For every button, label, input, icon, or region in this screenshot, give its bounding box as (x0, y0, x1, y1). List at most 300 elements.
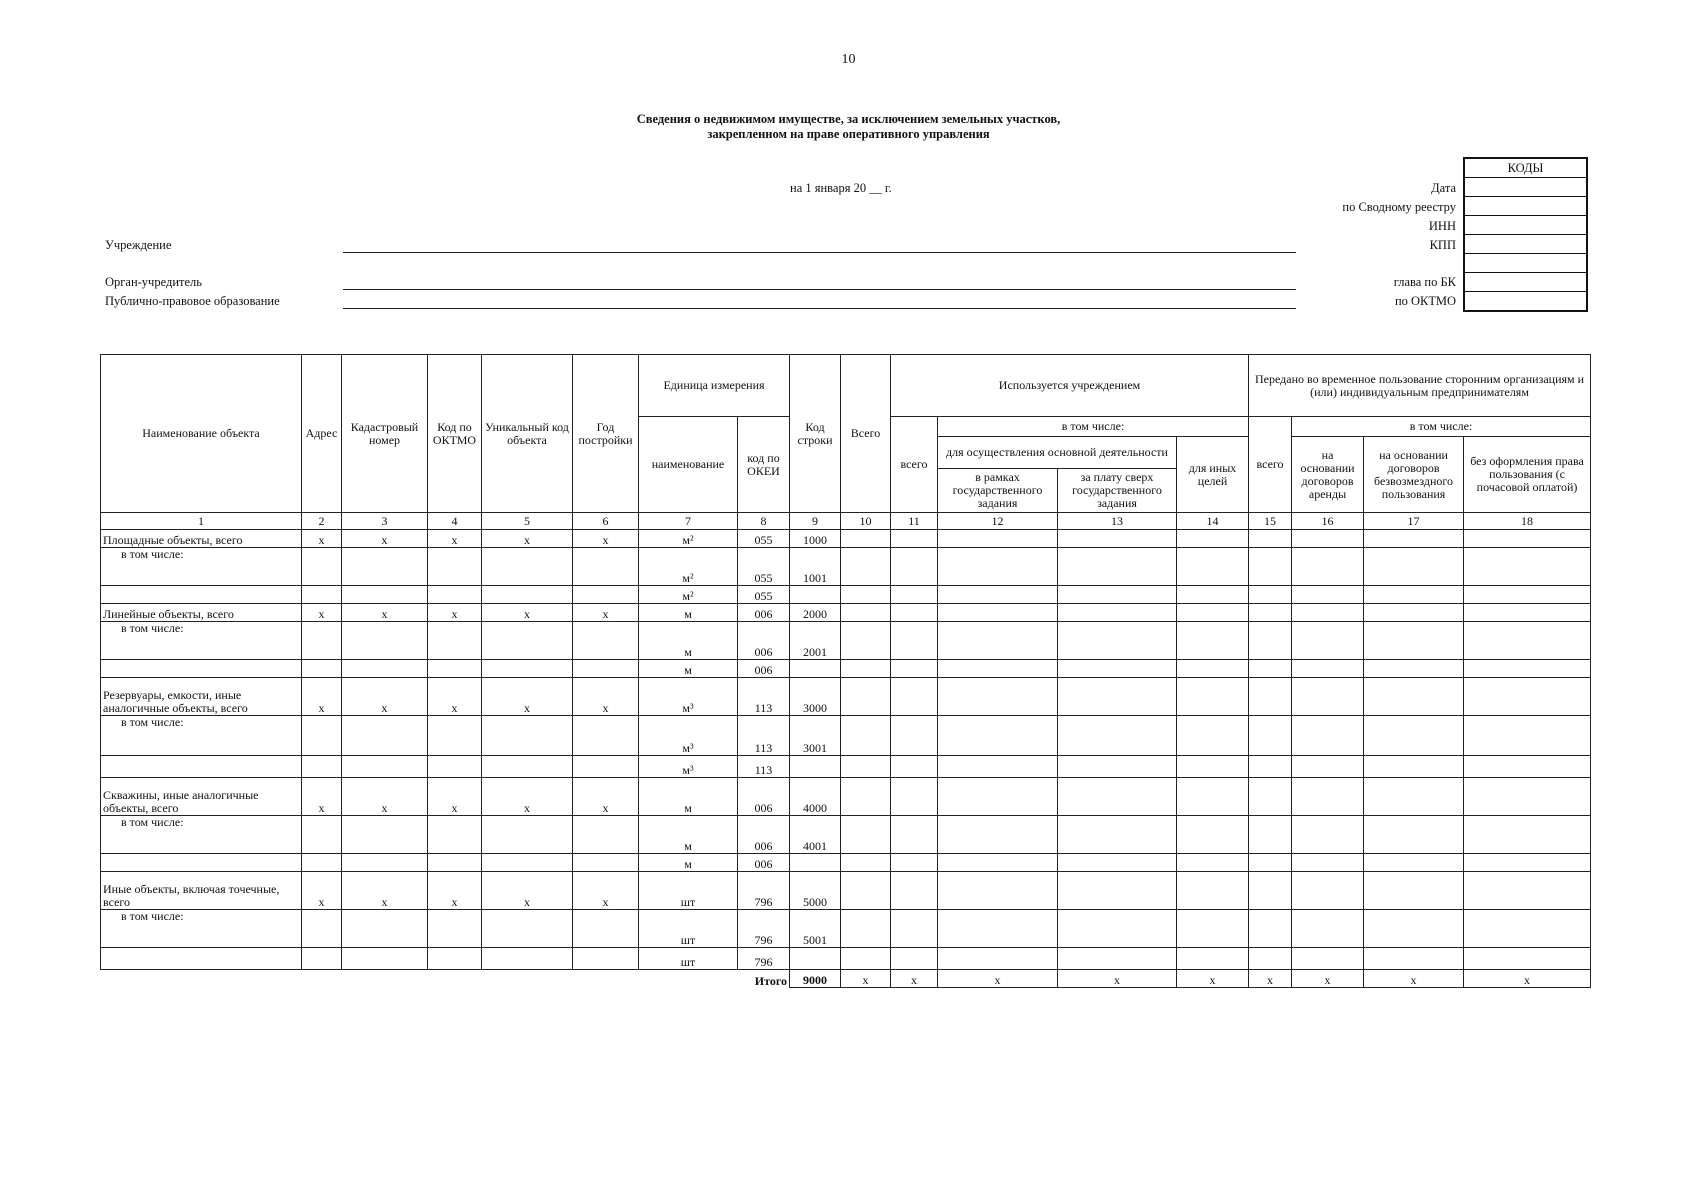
registry-label: по Сводному реестру (1342, 200, 1456, 214)
value-cell[interactable] (841, 910, 891, 948)
value-cell[interactable] (891, 756, 938, 778)
codes-header: КОДЫ (1464, 158, 1587, 178)
value-cell[interactable] (1292, 716, 1364, 756)
kpp-label: КПП (1429, 238, 1456, 252)
header-year: Год постройки (573, 355, 639, 513)
input-cell[interactable] (302, 756, 342, 778)
x-mark-cell: x (1292, 970, 1364, 988)
value-cell[interactable] (938, 586, 1058, 604)
unit-name-cell: м (639, 778, 738, 816)
value-cell[interactable] (891, 854, 938, 872)
value-cell[interactable] (841, 604, 891, 622)
input-cell[interactable] (482, 756, 573, 778)
value-cell[interactable] (891, 872, 938, 910)
value-cell[interactable] (1364, 678, 1464, 716)
value-cell[interactable] (1464, 660, 1591, 678)
table-row (101, 622, 1591, 660)
input-cell[interactable] (302, 716, 342, 756)
unit-name-cell: м³ (639, 678, 738, 716)
input-cell[interactable] (428, 756, 482, 778)
value-cell[interactable] (1292, 816, 1364, 854)
code-bk-cell[interactable] (1464, 273, 1587, 292)
input-cell[interactable] (482, 816, 573, 854)
founder-label: Орган-учредитель (105, 275, 202, 289)
line-code-cell: 3000 (790, 678, 841, 716)
code-oktmo-cell[interactable] (1464, 292, 1587, 312)
header-tr-total: всего (1249, 417, 1292, 513)
value-cell[interactable] (891, 678, 938, 716)
code-empty-cell[interactable] (1464, 254, 1587, 273)
value-cell[interactable] (891, 716, 938, 756)
input-cell[interactable] (573, 910, 639, 948)
value-cell[interactable] (1464, 548, 1591, 586)
input-cell[interactable] (428, 948, 482, 970)
input-cell[interactable] (342, 910, 428, 948)
value-cell[interactable] (841, 948, 891, 970)
header-unit-name: наименование (639, 417, 738, 513)
x-mark-cell: x (302, 530, 342, 548)
value-cell[interactable] (891, 948, 938, 970)
value-cell[interactable] (1364, 872, 1464, 910)
input-cell[interactable] (573, 816, 639, 854)
x-mark-cell: x (302, 604, 342, 622)
input-cell[interactable] (573, 716, 639, 756)
value-cell[interactable] (1464, 530, 1591, 548)
total-row (101, 970, 1591, 988)
value-cell[interactable] (938, 622, 1058, 660)
table-row (101, 604, 1591, 622)
value-cell[interactable] (1058, 756, 1177, 778)
column-number: 9 (790, 513, 841, 530)
value-cell[interactable] (1058, 586, 1177, 604)
input-cell[interactable] (302, 622, 342, 660)
unit-name-cell: шт (639, 872, 738, 910)
table-row (101, 872, 1591, 910)
value-cell[interactable] (1249, 910, 1292, 948)
value-cell[interactable] (841, 872, 891, 910)
code-kpp-cell[interactable] (1464, 235, 1587, 254)
input-cell[interactable] (302, 948, 342, 970)
table-row (101, 854, 1591, 872)
value-cell[interactable] (1058, 816, 1177, 854)
value-cell[interactable] (1464, 778, 1591, 816)
value-cell[interactable] (1249, 604, 1292, 622)
column-number: 13 (1058, 513, 1177, 530)
column-number: 6 (573, 513, 639, 530)
input-cell[interactable] (302, 816, 342, 854)
column-number: 12 (938, 513, 1058, 530)
input-cell[interactable] (342, 948, 428, 970)
value-cell[interactable] (938, 660, 1058, 678)
input-cell[interactable] (482, 716, 573, 756)
okei-cell: 006 (738, 604, 790, 622)
input-cell[interactable] (302, 586, 342, 604)
value-cell[interactable] (891, 548, 938, 586)
value-cell[interactable] (841, 586, 891, 604)
input-cell[interactable] (342, 816, 428, 854)
value-cell[interactable] (1249, 756, 1292, 778)
input-cell[interactable] (428, 910, 482, 948)
value-cell[interactable] (938, 756, 1058, 778)
okei-cell: 113 (738, 678, 790, 716)
input-cell[interactable] (428, 622, 482, 660)
code-registry-cell[interactable] (1464, 197, 1587, 216)
value-cell[interactable] (1464, 756, 1591, 778)
value-cell[interactable] (1464, 678, 1591, 716)
value-cell[interactable] (1364, 756, 1464, 778)
line-code-cell: 4000 (790, 778, 841, 816)
value-cell[interactable] (841, 530, 891, 548)
column-number: 5 (482, 513, 573, 530)
value-cell[interactable] (1292, 548, 1364, 586)
value-cell[interactable] (1058, 622, 1177, 660)
input-cell[interactable] (482, 948, 573, 970)
value-cell[interactable] (1177, 910, 1249, 948)
x-mark-cell: x (573, 778, 639, 816)
value-cell[interactable] (841, 678, 891, 716)
subitem-label: в том числе: (101, 910, 302, 948)
value-cell[interactable] (1464, 716, 1591, 756)
value-cell[interactable] (1177, 948, 1249, 970)
x-mark-cell: x (573, 678, 639, 716)
input-cell[interactable] (573, 586, 639, 604)
input-cell[interactable] (482, 854, 573, 872)
input-cell[interactable] (573, 660, 639, 678)
input-cell[interactable] (428, 716, 482, 756)
value-cell[interactable] (1292, 660, 1364, 678)
value-cell[interactable] (1058, 660, 1177, 678)
date-label: Дата (1431, 181, 1456, 195)
x-mark-cell: x (573, 530, 639, 548)
public-entity-label: Публично-правовое образование (105, 294, 280, 308)
code-date-cell[interactable] (1464, 178, 1587, 197)
unit-name-cell: м (639, 854, 738, 872)
value-cell[interactable] (1292, 604, 1364, 622)
input-cell[interactable] (428, 548, 482, 586)
value-cell[interactable] (1058, 872, 1177, 910)
value-cell[interactable] (938, 910, 1058, 948)
input-cell[interactable] (342, 586, 428, 604)
value-cell[interactable] (1292, 756, 1364, 778)
line-code-cell (790, 660, 841, 678)
line-code-cell (790, 948, 841, 970)
value-cell[interactable] (891, 622, 938, 660)
value-cell[interactable] (938, 854, 1058, 872)
value-cell[interactable] (841, 854, 891, 872)
subitem-label: в том числе: (101, 548, 302, 586)
header-rent: на основании договоров аренды (1292, 437, 1364, 513)
value-cell[interactable] (1249, 716, 1292, 756)
value-cell[interactable] (938, 816, 1058, 854)
value-cell[interactable] (891, 910, 938, 948)
unit-name-cell: шт (639, 910, 738, 948)
x-mark-cell: x (1364, 970, 1464, 988)
value-cell[interactable] (1292, 872, 1364, 910)
value-cell[interactable] (891, 530, 938, 548)
value-cell[interactable] (1292, 778, 1364, 816)
value-cell[interactable] (1464, 854, 1591, 872)
value-cell[interactable] (891, 660, 938, 678)
value-cell[interactable] (938, 678, 1058, 716)
value-cell[interactable] (1177, 586, 1249, 604)
value-cell[interactable] (1364, 604, 1464, 622)
value-cell[interactable] (1058, 530, 1177, 548)
value-cell[interactable] (1058, 716, 1177, 756)
value-cell[interactable] (938, 716, 1058, 756)
x-mark-cell: x (482, 604, 573, 622)
public-entity-line[interactable] (343, 308, 1296, 309)
value-cell[interactable] (1249, 678, 1292, 716)
value-cell[interactable] (1364, 854, 1464, 872)
value-cell[interactable] (1177, 548, 1249, 586)
value-cell[interactable] (891, 604, 938, 622)
value-cell[interactable] (1292, 530, 1364, 548)
value-cell[interactable] (938, 604, 1058, 622)
value-cell[interactable] (1177, 816, 1249, 854)
object-name: Иные объекты, включая точечные, всего (101, 872, 302, 910)
value-cell[interactable] (1292, 854, 1364, 872)
table-row (101, 778, 1591, 816)
value-cell[interactable] (1364, 716, 1464, 756)
value-cell[interactable] (1177, 716, 1249, 756)
object-name: Линейные объекты, всего (101, 604, 302, 622)
okei-cell: 796 (738, 948, 790, 970)
institution-line[interactable] (343, 252, 1296, 253)
value-cell[interactable] (1058, 948, 1177, 970)
inn-label: ИНН (1428, 219, 1456, 233)
table-row (101, 756, 1591, 778)
value-cell[interactable] (1249, 586, 1292, 604)
okei-cell: 006 (738, 660, 790, 678)
header-address: Адрес (302, 355, 342, 513)
input-cell[interactable] (342, 756, 428, 778)
value-cell[interactable] (1364, 660, 1464, 678)
object-name-input[interactable] (101, 660, 302, 678)
value-cell[interactable] (1249, 548, 1292, 586)
x-mark-cell: x (482, 872, 573, 910)
input-cell[interactable] (302, 854, 342, 872)
value-cell[interactable] (1058, 778, 1177, 816)
value-cell[interactable] (1364, 778, 1464, 816)
value-cell[interactable] (1177, 530, 1249, 548)
input-cell[interactable] (342, 660, 428, 678)
object-name-input[interactable] (101, 756, 302, 778)
value-cell[interactable] (1249, 660, 1292, 678)
header-transferred: Передано во временное пользование сторонним организациям и (или) индивидуальным предпринимателям (1249, 355, 1591, 417)
object-name-input[interactable] (101, 854, 302, 872)
line-code-cell: 2000 (790, 604, 841, 622)
table-row (101, 816, 1591, 854)
header-name: Наименование объекта (101, 355, 302, 513)
value-cell[interactable] (841, 816, 891, 854)
column-number: 2 (302, 513, 342, 530)
input-cell[interactable] (573, 548, 639, 586)
header-other: для иных целей (1177, 437, 1249, 513)
value-cell[interactable] (841, 756, 891, 778)
x-mark-cell: x (573, 604, 639, 622)
value-cell[interactable] (1058, 854, 1177, 872)
value-cell[interactable] (938, 530, 1058, 548)
input-cell[interactable] (573, 756, 639, 778)
object-name-input[interactable] (101, 948, 302, 970)
input-cell[interactable] (482, 910, 573, 948)
header-line-code: Код строки (790, 355, 841, 513)
header-hourly: без оформления права пользования (с почасовой оплатой) (1464, 437, 1591, 513)
input-cell[interactable] (428, 586, 482, 604)
header-okei: код по ОКЕИ (738, 417, 790, 513)
value-cell[interactable] (1364, 586, 1464, 604)
line-code-cell (790, 854, 841, 872)
column-number: 3 (342, 513, 428, 530)
header-tr-incl: в том числе: (1292, 417, 1591, 437)
value-cell[interactable] (1177, 872, 1249, 910)
x-mark-cell: x (342, 778, 428, 816)
input-cell[interactable] (342, 854, 428, 872)
input-cell[interactable] (302, 548, 342, 586)
value-cell[interactable] (1364, 530, 1464, 548)
table-row (101, 530, 1591, 548)
value-cell[interactable] (1464, 586, 1591, 604)
bk-label: глава по БК (1393, 275, 1456, 289)
value-cell[interactable] (1464, 948, 1591, 970)
table-row (101, 548, 1591, 586)
value-cell[interactable] (841, 660, 891, 678)
value-cell[interactable] (1292, 678, 1364, 716)
header-state-task: в рамках государственного задания (938, 469, 1058, 513)
unit-name-cell: м² (639, 548, 738, 586)
value-cell[interactable] (1058, 910, 1177, 948)
input-cell[interactable] (573, 948, 639, 970)
value-cell[interactable] (1364, 548, 1464, 586)
institution-label: Учреждение (105, 238, 172, 252)
header-used-total: всего (891, 417, 938, 513)
input-cell[interactable] (428, 660, 482, 678)
input-cell[interactable] (482, 622, 573, 660)
input-cell[interactable] (482, 586, 573, 604)
value-cell[interactable] (1177, 604, 1249, 622)
value-cell[interactable] (1249, 872, 1292, 910)
input-cell[interactable] (342, 622, 428, 660)
codes-box (1463, 157, 1588, 312)
value-cell[interactable] (1364, 948, 1464, 970)
value-cell[interactable] (841, 778, 891, 816)
value-cell[interactable] (891, 816, 938, 854)
input-cell[interactable] (428, 854, 482, 872)
value-cell[interactable] (1058, 548, 1177, 586)
input-cell[interactable] (342, 716, 428, 756)
value-cell[interactable] (1249, 816, 1292, 854)
unit-name-cell: м³ (639, 716, 738, 756)
input-cell[interactable] (428, 816, 482, 854)
unit-name-cell: м (639, 604, 738, 622)
x-mark-cell: x (482, 778, 573, 816)
value-cell[interactable] (1464, 910, 1591, 948)
value-cell[interactable] (1249, 854, 1292, 872)
value-cell[interactable] (1292, 948, 1364, 970)
total-code: 9000 (790, 970, 841, 988)
okei-cell: 006 (738, 778, 790, 816)
value-cell[interactable] (1177, 854, 1249, 872)
value-cell[interactable] (1058, 604, 1177, 622)
x-mark-cell: x (938, 970, 1058, 988)
value-cell[interactable] (1464, 872, 1591, 910)
input-cell[interactable] (573, 854, 639, 872)
value-cell[interactable] (1249, 622, 1292, 660)
input-cell[interactable] (342, 548, 428, 586)
value-cell[interactable] (1177, 660, 1249, 678)
value-cell[interactable] (938, 872, 1058, 910)
value-cell[interactable] (1249, 530, 1292, 548)
x-mark-cell: x (573, 872, 639, 910)
value-cell[interactable] (1292, 586, 1364, 604)
x-mark-cell: x (1464, 970, 1591, 988)
value-cell[interactable] (1464, 816, 1591, 854)
value-cell[interactable] (938, 548, 1058, 586)
value-cell[interactable] (1364, 622, 1464, 660)
value-cell[interactable] (891, 586, 938, 604)
table-row (101, 678, 1591, 716)
column-number-row (101, 513, 1591, 530)
object-name: Резервуары, емкости, иные аналогичные объекты, всего (101, 678, 302, 716)
unit-name-cell: шт (639, 948, 738, 970)
input-cell[interactable] (573, 622, 639, 660)
line-code-cell: 5000 (790, 872, 841, 910)
value-cell[interactable] (891, 778, 938, 816)
table-row (101, 948, 1591, 970)
value-cell[interactable] (1464, 604, 1591, 622)
founder-line[interactable] (343, 289, 1296, 290)
value-cell[interactable] (1177, 622, 1249, 660)
value-cell[interactable] (841, 622, 891, 660)
input-cell[interactable] (302, 910, 342, 948)
value-cell[interactable] (1177, 678, 1249, 716)
value-cell[interactable] (1058, 678, 1177, 716)
code-inn-cell[interactable] (1464, 216, 1587, 235)
input-cell[interactable] (482, 548, 573, 586)
x-mark-cell: x (342, 604, 428, 622)
value-cell[interactable] (1177, 778, 1249, 816)
object-name-input[interactable] (101, 586, 302, 604)
header-used-incl: в том числе: (938, 417, 1249, 437)
value-cell[interactable] (1177, 756, 1249, 778)
column-number: 1 (101, 513, 302, 530)
value-cell[interactable] (841, 548, 891, 586)
value-cell[interactable] (1292, 910, 1364, 948)
column-number: 7 (639, 513, 738, 530)
line-code-cell: 1001 (790, 548, 841, 586)
value-cell[interactable] (1249, 948, 1292, 970)
value-cell[interactable] (1364, 910, 1464, 948)
input-cell[interactable] (482, 660, 573, 678)
total-label: Итого (639, 970, 790, 988)
table-row (101, 716, 1591, 756)
value-cell[interactable] (1249, 778, 1292, 816)
value-cell[interactable] (938, 778, 1058, 816)
object-name: Скважины, иные аналогичные объекты, всего (101, 778, 302, 816)
column-number: 17 (1364, 513, 1464, 530)
x-mark-cell: x (302, 872, 342, 910)
value-cell[interactable] (1464, 622, 1591, 660)
value-cell[interactable] (1292, 622, 1364, 660)
value-cell[interactable] (841, 716, 891, 756)
value-cell[interactable] (938, 948, 1058, 970)
value-cell[interactable] (1364, 816, 1464, 854)
unit-name-cell: м (639, 816, 738, 854)
x-mark-cell: x (342, 872, 428, 910)
subitem-label: в том числе: (101, 622, 302, 660)
line-code-cell: 2001 (790, 622, 841, 660)
input-cell[interactable] (302, 660, 342, 678)
